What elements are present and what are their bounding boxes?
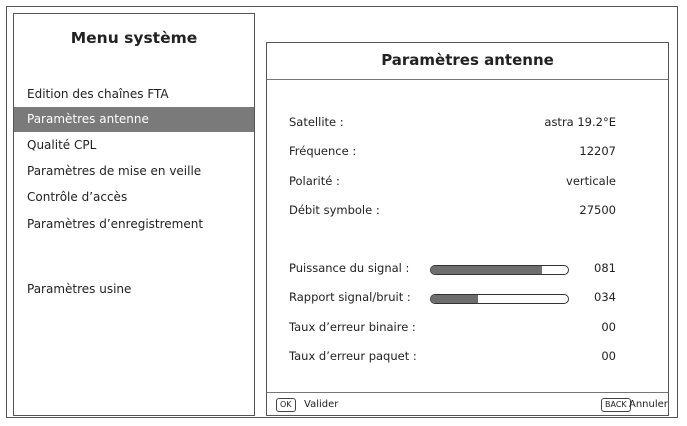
frequency-value[interactable]: 12207 [579,144,616,158]
per-label: Taux d’erreur paquet : [289,349,417,363]
title-divider [267,79,668,80]
system-menu-panel [13,13,255,416]
satellite-value[interactable]: astra 19.2°E [544,115,616,129]
panel-title: Paramètres antenne [381,51,554,69]
symbol-rate-value[interactable]: 27500 [579,203,616,217]
menu-item-fta-channels[interactable]: Edition des chaînes FTA [27,87,169,101]
footer-bar [267,392,668,415]
back-label: Annuler [629,399,668,410]
per-value: 00 [601,349,616,363]
signal-strength-value: 081 [594,261,616,275]
ber-value: 00 [601,320,616,334]
satellite-label: Satellite : [289,115,344,129]
polarity-label: Polarité : [289,174,340,188]
menu-item-cpl-quality[interactable]: Qualité CPL [27,138,97,152]
menu-item-recording-settings[interactable]: Paramètres d’enregistrement [27,217,204,231]
back-key-icon[interactable]: BACK [601,398,631,412]
menu-title: Menu système [70,29,198,47]
menu-item-factory-settings[interactable]: Paramètres usine [27,282,132,296]
ok-key-icon[interactable]: OK [276,398,296,412]
snr-label: Rapport signal/bruit : [289,290,411,304]
ber-label: Taux d’erreur binaire : [289,320,416,334]
signal-strength-bar-fill [431,266,542,274]
snr-bar-fill [431,295,478,303]
snr-bar [430,294,569,304]
snr-value: 034 [594,290,616,304]
antenna-settings-panel [266,42,669,416]
menu-item-standby-settings[interactable]: Paramètres de mise en veille [27,164,202,178]
polarity-value[interactable]: verticale [566,174,616,188]
signal-strength-bar [430,265,569,275]
ok-label: Valider [304,399,339,410]
signal-strength-label: Puissance du signal : [289,261,410,275]
frequency-label: Fréquence : [289,144,357,158]
symbol-rate-label: Débit symbole : [289,203,380,217]
menu-item-access-control[interactable]: Contrôle d’accès [27,190,128,204]
menu-item-antenna-settings[interactable]: Paramètres antenne [14,107,254,132]
